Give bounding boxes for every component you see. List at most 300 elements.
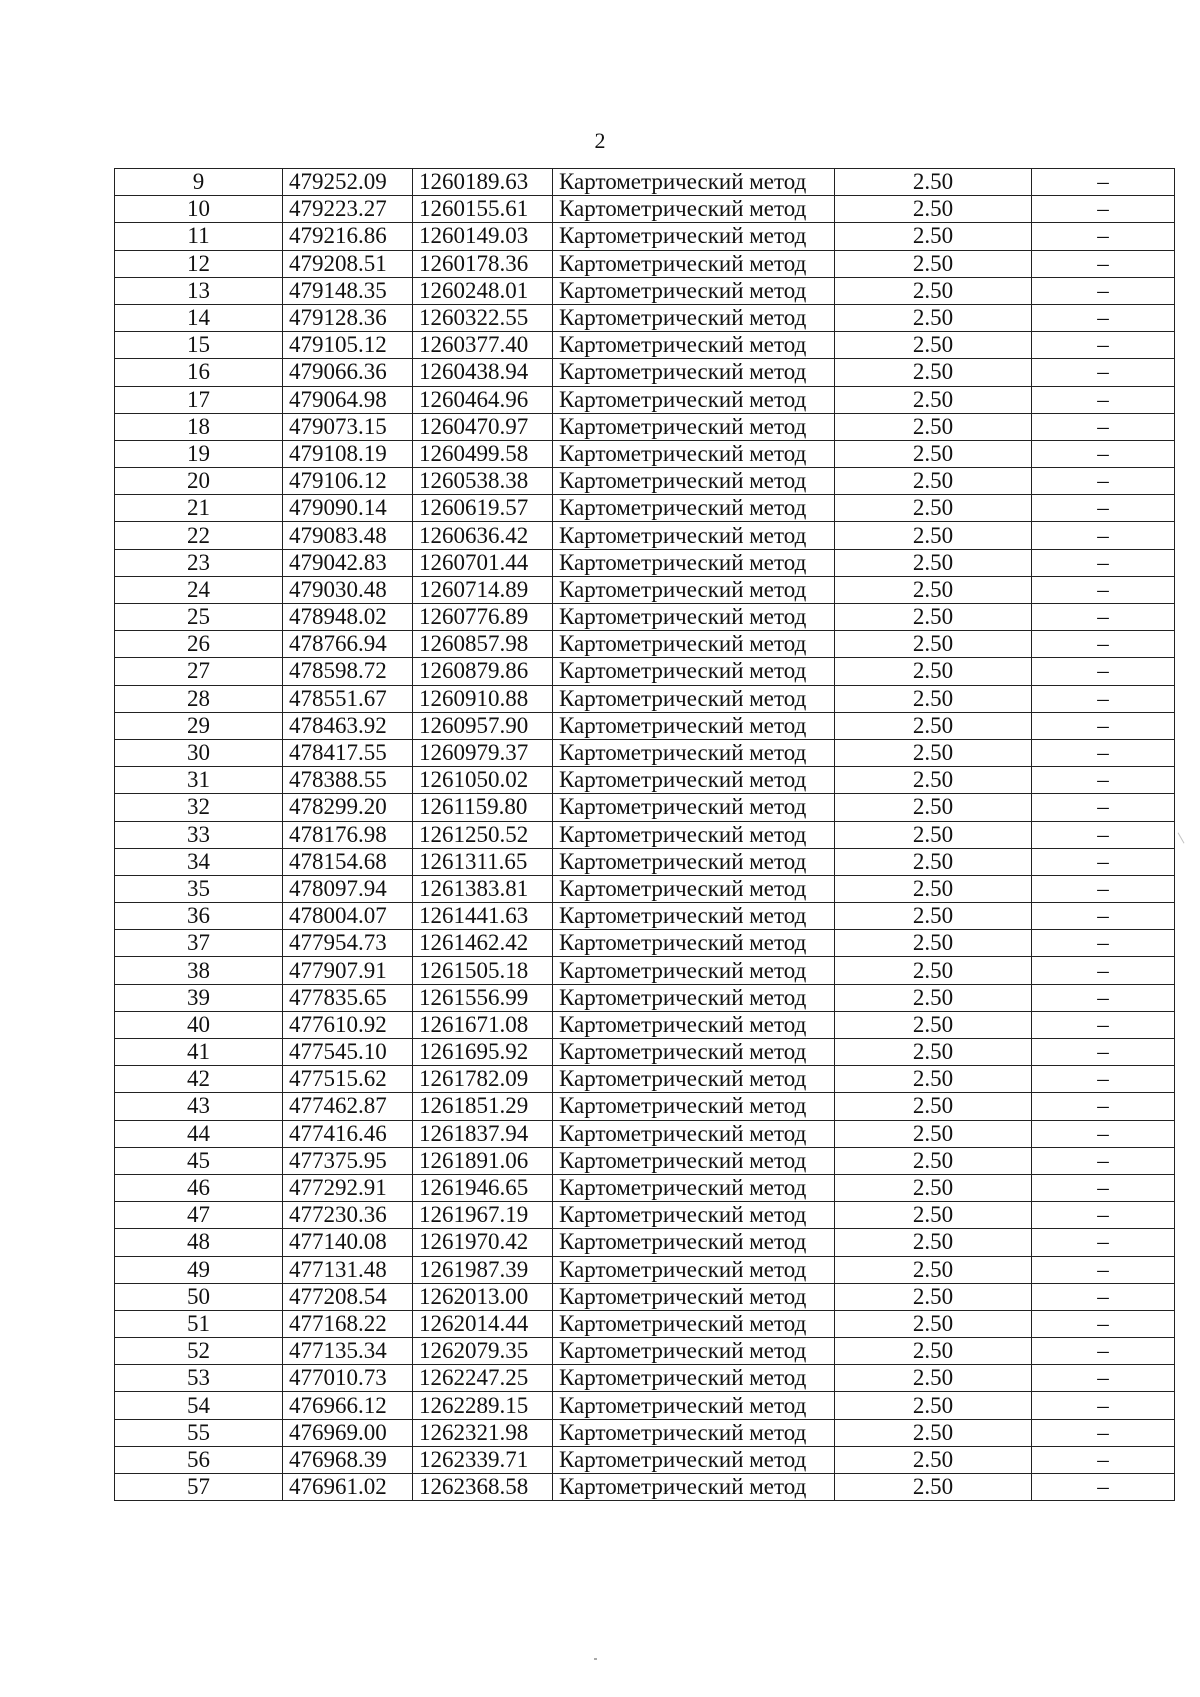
x-coordinate-cell: 478766.94 [283,631,413,658]
accuracy-cell: 2.50 [835,1039,1032,1066]
x-coordinate-cell: 477131.48 [283,1256,413,1283]
accuracy-cell: 2.50 [835,984,1032,1011]
method-cell: Картометрический метод [553,1310,835,1337]
method-cell: Картометрический метод [553,1446,835,1473]
point-number-cell: 22 [115,522,283,549]
accuracy-cell: 2.50 [835,875,1032,902]
note-cell: – [1032,440,1175,467]
table-row [115,576,1175,603]
table-row [115,739,1175,766]
note-cell: – [1032,631,1175,658]
point-number-cell: 46 [115,1174,283,1201]
table-row [115,1365,1175,1392]
x-coordinate-cell: 478463.92 [283,712,413,739]
note-cell: – [1032,1229,1175,1256]
table-row [115,169,1175,196]
note-cell: – [1032,903,1175,930]
x-coordinate-cell: 476966.12 [283,1392,413,1419]
table-row [115,304,1175,331]
accuracy-cell: 2.50 [835,1202,1032,1229]
accuracy-cell: 2.50 [835,440,1032,467]
x-coordinate-cell: 479042.83 [283,549,413,576]
method-cell: Картометрический метод [553,1174,835,1201]
y-coordinate-cell: 1262368.58 [413,1474,553,1501]
scan-dust-speck [594,1658,597,1660]
x-coordinate-cell: 477168.22 [283,1310,413,1337]
table-row [115,1039,1175,1066]
point-number-cell: 14 [115,304,283,331]
method-cell: Картометрический метод [553,794,835,821]
x-coordinate-cell: 479108.19 [283,440,413,467]
y-coordinate-cell: 1261671.08 [413,1011,553,1038]
point-number-cell: 18 [115,413,283,440]
table-row [115,984,1175,1011]
table-row [115,1310,1175,1337]
x-coordinate-cell: 477462.87 [283,1093,413,1120]
accuracy-cell: 2.50 [835,413,1032,440]
note-cell: – [1032,930,1175,957]
point-number-cell: 23 [115,549,283,576]
x-coordinate-cell: 478004.07 [283,903,413,930]
table-row [115,386,1175,413]
point-number-cell: 20 [115,468,283,495]
y-coordinate-cell: 1260470.97 [413,413,553,440]
table-row [115,1392,1175,1419]
accuracy-cell: 2.50 [835,631,1032,658]
note-cell: – [1032,957,1175,984]
y-coordinate-cell: 1260377.40 [413,332,553,359]
note-cell: – [1032,875,1175,902]
accuracy-cell: 2.50 [835,1474,1032,1501]
y-coordinate-cell: 1261556.99 [413,984,553,1011]
point-number-cell: 48 [115,1229,283,1256]
y-coordinate-cell: 1260178.36 [413,250,553,277]
table-row [115,1474,1175,1501]
note-cell: – [1032,1093,1175,1120]
point-number-cell: 44 [115,1120,283,1147]
point-number-cell: 15 [115,332,283,359]
table-row [115,196,1175,223]
accuracy-cell: 2.50 [835,1174,1032,1201]
note-cell: – [1032,304,1175,331]
x-coordinate-cell: 477610.92 [283,1011,413,1038]
y-coordinate-cell: 1260714.89 [413,576,553,603]
note-cell: – [1032,386,1175,413]
method-cell: Картометрический метод [553,1147,835,1174]
table-row [115,848,1175,875]
table-row [115,1256,1175,1283]
accuracy-cell: 2.50 [835,169,1032,196]
x-coordinate-cell: 476969.00 [283,1419,413,1446]
accuracy-cell: 2.50 [835,1283,1032,1310]
y-coordinate-cell: 1260149.03 [413,223,553,250]
method-cell: Картометрический метод [553,196,835,223]
table-row [115,1011,1175,1038]
note-cell: – [1032,495,1175,522]
accuracy-cell: 2.50 [835,1011,1032,1038]
x-coordinate-cell: 479216.86 [283,223,413,250]
method-cell: Картометрический метод [553,685,835,712]
method-cell: Картометрический метод [553,277,835,304]
method-cell: Картометрический метод [553,332,835,359]
point-number-cell: 35 [115,875,283,902]
method-cell: Картометрический метод [553,957,835,984]
method-cell: Картометрический метод [553,848,835,875]
table-row [115,1174,1175,1201]
accuracy-cell: 2.50 [835,1419,1032,1446]
x-coordinate-cell: 478948.02 [283,604,413,631]
x-coordinate-cell: 477375.95 [283,1147,413,1174]
point-number-cell: 25 [115,604,283,631]
y-coordinate-cell: 1262289.15 [413,1392,553,1419]
x-coordinate-cell: 479252.09 [283,169,413,196]
accuracy-cell: 2.50 [835,794,1032,821]
note-cell: – [1032,658,1175,685]
accuracy-cell: 2.50 [835,196,1032,223]
note-cell: – [1032,196,1175,223]
method-cell: Картометрический метод [553,930,835,957]
x-coordinate-cell: 477545.10 [283,1039,413,1066]
method-cell: Картометрический метод [553,522,835,549]
x-coordinate-cell: 479030.48 [283,576,413,603]
note-cell: – [1032,1419,1175,1446]
y-coordinate-cell: 1260248.01 [413,277,553,304]
x-coordinate-cell: 479128.36 [283,304,413,331]
point-number-cell: 21 [115,495,283,522]
note-cell: – [1032,794,1175,821]
point-number-cell: 31 [115,767,283,794]
method-cell: Картометрический метод [553,1474,835,1501]
table-row [115,549,1175,576]
note-cell: – [1032,1446,1175,1473]
accuracy-cell: 2.50 [835,712,1032,739]
y-coordinate-cell: 1261837.94 [413,1120,553,1147]
note-cell: – [1032,604,1175,631]
y-coordinate-cell: 1261050.02 [413,767,553,794]
method-cell: Картометрический метод [553,359,835,386]
point-number-cell: 32 [115,794,283,821]
y-coordinate-cell: 1260189.63 [413,169,553,196]
table-row [115,685,1175,712]
note-cell: – [1032,712,1175,739]
x-coordinate-cell: 477140.08 [283,1229,413,1256]
x-coordinate-cell: 477230.36 [283,1202,413,1229]
y-coordinate-cell: 1261967.19 [413,1202,553,1229]
point-number-cell: 53 [115,1365,283,1392]
y-coordinate-cell: 1260776.89 [413,604,553,631]
y-coordinate-cell: 1260957.90 [413,712,553,739]
point-number-cell: 56 [115,1446,283,1473]
method-cell: Картометрический метод [553,495,835,522]
point-number-cell: 57 [115,1474,283,1501]
note-cell: – [1032,250,1175,277]
method-cell: Картометрический метод [553,169,835,196]
point-number-cell: 17 [115,386,283,413]
method-cell: Картометрический метод [553,1039,835,1066]
point-number-cell: 47 [115,1202,283,1229]
x-coordinate-cell: 478176.98 [283,821,413,848]
table-row [115,794,1175,821]
point-number-cell: 39 [115,984,283,1011]
method-cell: Картометрический метод [553,1229,835,1256]
y-coordinate-cell: 1261383.81 [413,875,553,902]
x-coordinate-cell: 479208.51 [283,250,413,277]
y-coordinate-cell: 1260979.37 [413,739,553,766]
x-coordinate-cell: 479064.98 [283,386,413,413]
point-number-cell: 43 [115,1093,283,1120]
point-number-cell: 50 [115,1283,283,1310]
table-row [115,1066,1175,1093]
method-cell: Картометрический метод [553,903,835,930]
point-number-cell: 27 [115,658,283,685]
table-row [115,1147,1175,1174]
x-coordinate-cell: 478598.72 [283,658,413,685]
method-cell: Картометрический метод [553,549,835,576]
point-number-cell: 42 [115,1066,283,1093]
x-coordinate-cell: 477515.62 [283,1066,413,1093]
y-coordinate-cell: 1261970.42 [413,1229,553,1256]
x-coordinate-cell: 479073.15 [283,413,413,440]
table-row [115,1120,1175,1147]
point-number-cell: 41 [115,1039,283,1066]
table-row [115,1446,1175,1473]
x-coordinate-cell: 477292.91 [283,1174,413,1201]
x-coordinate-cell: 478299.20 [283,794,413,821]
table-row [115,277,1175,304]
note-cell: – [1032,223,1175,250]
table-row [115,767,1175,794]
x-coordinate-cell: 479090.14 [283,495,413,522]
note-cell: – [1032,1283,1175,1310]
y-coordinate-cell: 1261782.09 [413,1066,553,1093]
y-coordinate-cell: 1262247.25 [413,1365,553,1392]
x-coordinate-cell: 479083.48 [283,522,413,549]
note-cell: – [1032,739,1175,766]
accuracy-cell: 2.50 [835,767,1032,794]
x-coordinate-cell: 479148.35 [283,277,413,304]
method-cell: Картометрический метод [553,604,835,631]
y-coordinate-cell: 1260879.86 [413,658,553,685]
y-coordinate-cell: 1261462.42 [413,930,553,957]
y-coordinate-cell: 1262339.71 [413,1446,553,1473]
note-cell: – [1032,468,1175,495]
y-coordinate-cell: 1260464.96 [413,386,553,413]
point-number-cell: 30 [115,739,283,766]
accuracy-cell: 2.50 [835,685,1032,712]
accuracy-cell: 2.50 [835,1229,1032,1256]
method-cell: Картометрический метод [553,1365,835,1392]
note-cell: – [1032,685,1175,712]
accuracy-cell: 2.50 [835,821,1032,848]
x-coordinate-cell: 478097.94 [283,875,413,902]
method-cell: Картометрический метод [553,440,835,467]
note-cell: – [1032,1066,1175,1093]
x-coordinate-cell: 477835.65 [283,984,413,1011]
point-number-cell: 26 [115,631,283,658]
note-cell: – [1032,413,1175,440]
point-number-cell: 9 [115,169,283,196]
note-cell: – [1032,821,1175,848]
accuracy-cell: 2.50 [835,1120,1032,1147]
method-cell: Картометрический метод [553,223,835,250]
method-cell: Картометрический метод [553,984,835,1011]
accuracy-cell: 2.50 [835,576,1032,603]
accuracy-cell: 2.50 [835,658,1032,685]
note-cell: – [1032,576,1175,603]
note-cell: – [1032,1202,1175,1229]
method-cell: Картометрический метод [553,1283,835,1310]
accuracy-cell: 2.50 [835,386,1032,413]
x-coordinate-cell: 478551.67 [283,685,413,712]
note-cell: – [1032,1147,1175,1174]
x-coordinate-cell: 476968.39 [283,1446,413,1473]
accuracy-cell: 2.50 [835,1365,1032,1392]
y-coordinate-cell: 1260499.58 [413,440,553,467]
page-number: 2 [594,128,606,153]
note-cell: – [1032,1120,1175,1147]
y-coordinate-cell: 1261159.80 [413,794,553,821]
method-cell: Картометрический метод [553,1120,835,1147]
accuracy-cell: 2.50 [835,468,1032,495]
accuracy-cell: 2.50 [835,604,1032,631]
point-number-cell: 37 [115,930,283,957]
table-row [115,522,1175,549]
table-row [115,1093,1175,1120]
point-number-cell: 54 [115,1392,283,1419]
accuracy-cell: 2.50 [835,495,1032,522]
method-cell: Картометрический метод [553,712,835,739]
method-cell: Картометрический метод [553,413,835,440]
table-row [115,1283,1175,1310]
note-cell: – [1032,1256,1175,1283]
point-number-cell: 38 [115,957,283,984]
method-cell: Картометрический метод [553,1202,835,1229]
y-coordinate-cell: 1262014.44 [413,1310,553,1337]
point-number-cell: 33 [115,821,283,848]
note-cell: – [1032,332,1175,359]
accuracy-cell: 2.50 [835,1310,1032,1337]
table-row [115,930,1175,957]
table-row [115,1229,1175,1256]
point-number-cell: 16 [115,359,283,386]
method-cell: Картометрический метод [553,767,835,794]
table-row [115,223,1175,250]
table-row [115,712,1175,739]
accuracy-cell: 2.50 [835,250,1032,277]
table-row [115,903,1175,930]
method-cell: Картометрический метод [553,250,835,277]
accuracy-cell: 2.50 [835,903,1032,930]
accuracy-cell: 2.50 [835,1147,1032,1174]
y-coordinate-cell: 1260155.61 [413,196,553,223]
point-number-cell: 13 [115,277,283,304]
accuracy-cell: 2.50 [835,223,1032,250]
table-row [115,468,1175,495]
method-cell: Картометрический метод [553,386,835,413]
note-cell: – [1032,1011,1175,1038]
y-coordinate-cell: 1260438.94 [413,359,553,386]
note-cell: – [1032,549,1175,576]
point-number-cell: 55 [115,1419,283,1446]
table-row [115,332,1175,359]
point-number-cell: 19 [115,440,283,467]
accuracy-cell: 2.50 [835,304,1032,331]
y-coordinate-cell: 1261441.63 [413,903,553,930]
note-cell: – [1032,522,1175,549]
table-row [115,875,1175,902]
point-number-cell: 40 [115,1011,283,1038]
y-coordinate-cell: 1262013.00 [413,1283,553,1310]
coordinates-table [114,168,1175,1501]
note-cell: – [1032,277,1175,304]
point-number-cell: 34 [115,848,283,875]
x-coordinate-cell: 479105.12 [283,332,413,359]
accuracy-cell: 2.50 [835,1392,1032,1419]
y-coordinate-cell: 1261987.39 [413,1256,553,1283]
x-coordinate-cell: 479223.27 [283,196,413,223]
scan-stray-mark [1178,829,1192,844]
note-cell: – [1032,1039,1175,1066]
accuracy-cell: 2.50 [835,930,1032,957]
note-cell: – [1032,767,1175,794]
note-cell: – [1032,848,1175,875]
y-coordinate-cell: 1260857.98 [413,631,553,658]
table-row [115,1202,1175,1229]
accuracy-cell: 2.50 [835,957,1032,984]
method-cell: Картометрический метод [553,631,835,658]
method-cell: Картометрический метод [553,658,835,685]
y-coordinate-cell: 1260619.57 [413,495,553,522]
accuracy-cell: 2.50 [835,739,1032,766]
coordinates-table-body [115,169,1175,1501]
note-cell: – [1032,1338,1175,1365]
y-coordinate-cell: 1261946.65 [413,1174,553,1201]
table-row [115,821,1175,848]
x-coordinate-cell: 477010.73 [283,1365,413,1392]
table-row [115,658,1175,685]
method-cell: Картометрический метод [553,1419,835,1446]
point-number-cell: 45 [115,1147,283,1174]
x-coordinate-cell: 477135.34 [283,1338,413,1365]
table-row [115,440,1175,467]
x-coordinate-cell: 477208.54 [283,1283,413,1310]
point-number-cell: 24 [115,576,283,603]
accuracy-cell: 2.50 [835,1066,1032,1093]
y-coordinate-cell: 1261851.29 [413,1093,553,1120]
y-coordinate-cell: 1262321.98 [413,1419,553,1446]
y-coordinate-cell: 1260538.38 [413,468,553,495]
point-number-cell: 11 [115,223,283,250]
note-cell: – [1032,169,1175,196]
table-row [115,359,1175,386]
method-cell: Картометрический метод [553,739,835,766]
y-coordinate-cell: 1260910.88 [413,685,553,712]
y-coordinate-cell: 1261250.52 [413,821,553,848]
x-coordinate-cell: 479066.36 [283,359,413,386]
point-number-cell: 49 [115,1256,283,1283]
accuracy-cell: 2.50 [835,522,1032,549]
method-cell: Картометрический метод [553,1011,835,1038]
note-cell: – [1032,1365,1175,1392]
method-cell: Картометрический метод [553,821,835,848]
table-row [115,631,1175,658]
note-cell: – [1032,984,1175,1011]
note-cell: – [1032,1174,1175,1201]
accuracy-cell: 2.50 [835,1446,1032,1473]
method-cell: Картометрический метод [553,1093,835,1120]
accuracy-cell: 2.50 [835,332,1032,359]
method-cell: Картометрический метод [553,875,835,902]
